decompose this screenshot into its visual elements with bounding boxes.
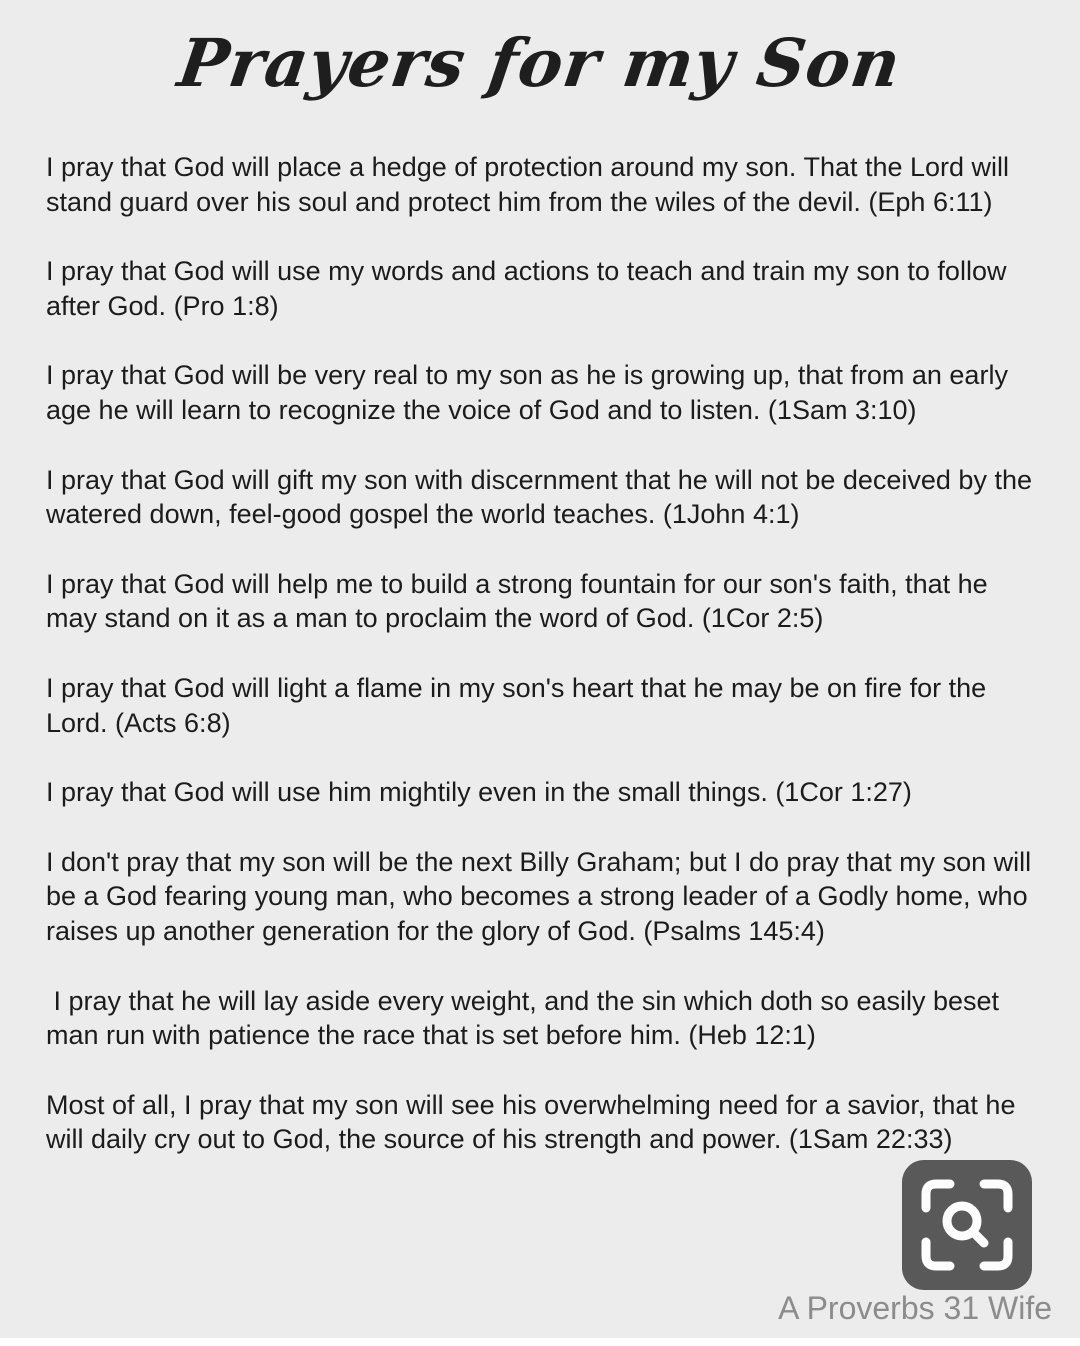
prayer-paragraph: I pray that God will place a hedge of protection around my son. That the Lord will stand guard over his soul and protect him from the wiles of the devil. (Eph 6:11): [46, 152, 1010, 217]
prayer-paragraph: I pray that God will help me to build a strong fountain for our son's faith, that he may stand on it as a man to proclaim the word of God. (1Cor 2:5): [46, 568, 988, 634]
prayer-paragraph: I pray that God will light a flame in my son's heart that he may be on fire for the Lord. (Acts 6:8): [46, 672, 987, 738]
title-text: Prayers for my Son: [173, 24, 907, 102]
prayer-paragraph: Most of all, I pray that my son will see his overwhelming need for a savior, that he will daily cry out to God, the source of his strength and power. (1Sam 22:33): [46, 1089, 1016, 1155]
page-title: [0, 18, 1080, 108]
visual-search-icon: [902, 1160, 1032, 1290]
prayer-paragraph: I pray that God will use my words and actions to teach and train my son to follow after God. (Pro 1:8): [46, 256, 1007, 321]
prayer-paragraph: I don't pray that my son will be the next Billy Graham; but I do pray that my son will be a God fearing young man, who becomes a strong leader of a Godly home, who raises up another generation for the glory of God. (Psalms 145:4): [46, 846, 1032, 946]
prayer-paragraph: I pray that God will gift my son with discernment that he will not be deceived by the watered down, feel-good gospel the world teaches. (1John 4:1): [46, 464, 1032, 530]
visual-search-button[interactable]: [902, 1160, 1032, 1290]
prayer-paragraph: I pray that he will lay aside every weight, and the sin which doth so easily beset man run with patience the race that is set before him. (Heb 12:1): [46, 985, 1007, 1051]
prayer-paragraph: I pray that God will be very real to my son as he is growing up, that from an early age he will learn to recognize the voice of God and to listen. (1Sam 3:10): [46, 360, 1008, 425]
prayer-paragraph: I pray that God will use him mightily even in the small things. (1Cor 1:27): [46, 777, 912, 808]
watermark-credit: A Proverbs 31 Wife: [778, 1290, 1052, 1326]
prayer-list: [46, 150, 1046, 1157]
